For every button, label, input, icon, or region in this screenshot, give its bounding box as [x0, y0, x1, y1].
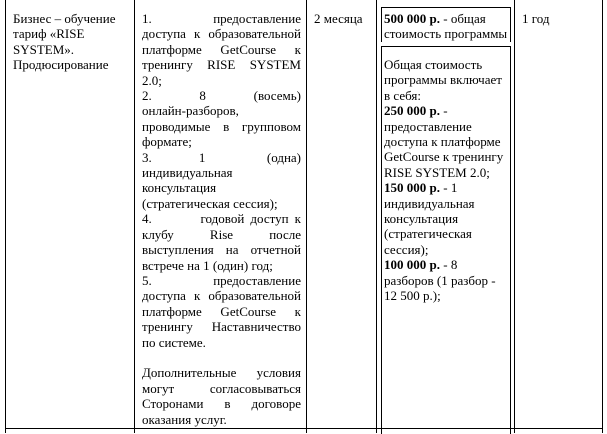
breakdown-text: Общая стоимость: [384, 57, 483, 72]
breakdown-text: сессия);: [384, 241, 429, 257]
breakdown-line: [384, 103, 508, 118]
service-line: консультация: [142, 180, 217, 196]
price-amount: 150 000 р.: [384, 180, 440, 196]
service-line: (стратегическая сессия);: [142, 195, 278, 211]
service-line: онлайн-разборов,: [142, 103, 239, 119]
breakdown-text: консультация: [384, 211, 459, 227]
service-line: тренингу RISE SYSTEM: [142, 57, 301, 73]
tariff-name-line: Бизнес – обучение: [13, 11, 116, 26]
total-price-box: [381, 7, 511, 42]
price-breakdown-box: [381, 46, 511, 434]
service-line: тренингу Наставничество: [142, 319, 301, 335]
breakdown-line: [384, 257, 508, 272]
service-line: по системе.: [142, 334, 206, 350]
service-line: 2.0;: [142, 72, 162, 88]
breakdown-text: предоставление: [384, 118, 472, 134]
breakdown-line: [384, 149, 508, 164]
price-amount: 100 000 р.: [384, 257, 440, 273]
breakdown-text: доступа к платформе: [384, 134, 501, 150]
breakdown-text: RISE SYSTEM 2.0;: [384, 164, 490, 180]
breakdown-line: [384, 57, 508, 72]
service-line: платформе GetCourse к: [142, 303, 301, 319]
breakdown-line: [384, 196, 508, 211]
validity-cell: 1 год: [522, 11, 550, 26]
service-line: оказания услуг.: [142, 411, 227, 427]
price-text: стоимость программы: [384, 26, 508, 42]
breakdown-line: [384, 119, 508, 134]
breakdown-text: разборов (1 разбор -: [384, 272, 496, 288]
service-line: могут согласовываться: [142, 380, 301, 396]
breakdown-text: -: [439, 103, 448, 119]
breakdown-line: [384, 165, 508, 180]
duration-cell: 2 месяца: [314, 11, 363, 26]
price-amount: 500 000 р.: [384, 11, 440, 26]
service-line: 2. 8 (восемь): [142, 88, 301, 104]
breakdown-line: [384, 211, 508, 226]
table-border: [5, 428, 603, 429]
total-price-line: [384, 26, 508, 41]
breakdown-text: - 8: [439, 257, 458, 273]
breakdown-text: 12 500 р.);: [384, 288, 441, 304]
service-line: 1. предоставление: [142, 11, 301, 26]
breakdown-text: индивидуальная: [384, 195, 475, 211]
breakdown-line: [384, 88, 508, 103]
table-border: [134, 0, 135, 433]
service-line: 3. 1 (одна): [142, 149, 301, 165]
breakdown-line: [384, 242, 508, 257]
breakdown-text: (стратегическая: [384, 226, 472, 242]
service-line: платформе GetCourse к: [142, 41, 301, 57]
breakdown-line: [384, 180, 508, 195]
price-text: - общая: [439, 11, 486, 26]
service-line: клубу Rise после: [142, 226, 301, 242]
tariff-name-line: SYSTEM».: [13, 41, 75, 57]
breakdown-line: [384, 288, 508, 303]
service-line: доступа к образовательной: [142, 288, 301, 304]
service-line: выступления на отчетной: [142, 242, 301, 258]
service-line: 5. предоставление: [142, 272, 301, 288]
services-cell: [142, 11, 301, 427]
service-line: [142, 350, 301, 365]
price-amount: 250 000 р.: [384, 103, 440, 119]
breakdown-line: [384, 72, 508, 87]
table-border: [376, 0, 377, 433]
breakdown-text: в себя:: [384, 87, 421, 103]
tariff-name-cell: [13, 11, 130, 73]
service-line: встрече на 1 (один) год;: [142, 257, 273, 273]
service-line: 4. годовой доступ к: [142, 211, 301, 227]
breakdown-line: [384, 226, 508, 241]
service-line: индивидуальная: [142, 165, 233, 181]
service-line: Дополнительные условия: [142, 365, 301, 381]
service-line: Сторонами в договоре: [142, 396, 301, 412]
breakdown-line: [384, 134, 508, 149]
tariff-name-line: тариф «RISE: [13, 26, 85, 42]
service-line: формате;: [142, 134, 192, 150]
table-border: [306, 0, 307, 433]
breakdown-text: программы включает: [384, 72, 502, 88]
tariff-name-line: Продюсирование: [13, 57, 109, 73]
table-border: [514, 0, 515, 433]
service-line: проводимые в групповом: [142, 118, 301, 134]
table-border: [602, 0, 603, 433]
breakdown-line: [384, 273, 508, 288]
total-price-line: [384, 11, 508, 26]
breakdown-text: GetCourse к тренингу: [384, 149, 504, 165]
breakdown-text: - 1: [439, 180, 458, 196]
table-border: [5, 0, 6, 433]
service-line: доступа к образовательной: [142, 26, 301, 42]
